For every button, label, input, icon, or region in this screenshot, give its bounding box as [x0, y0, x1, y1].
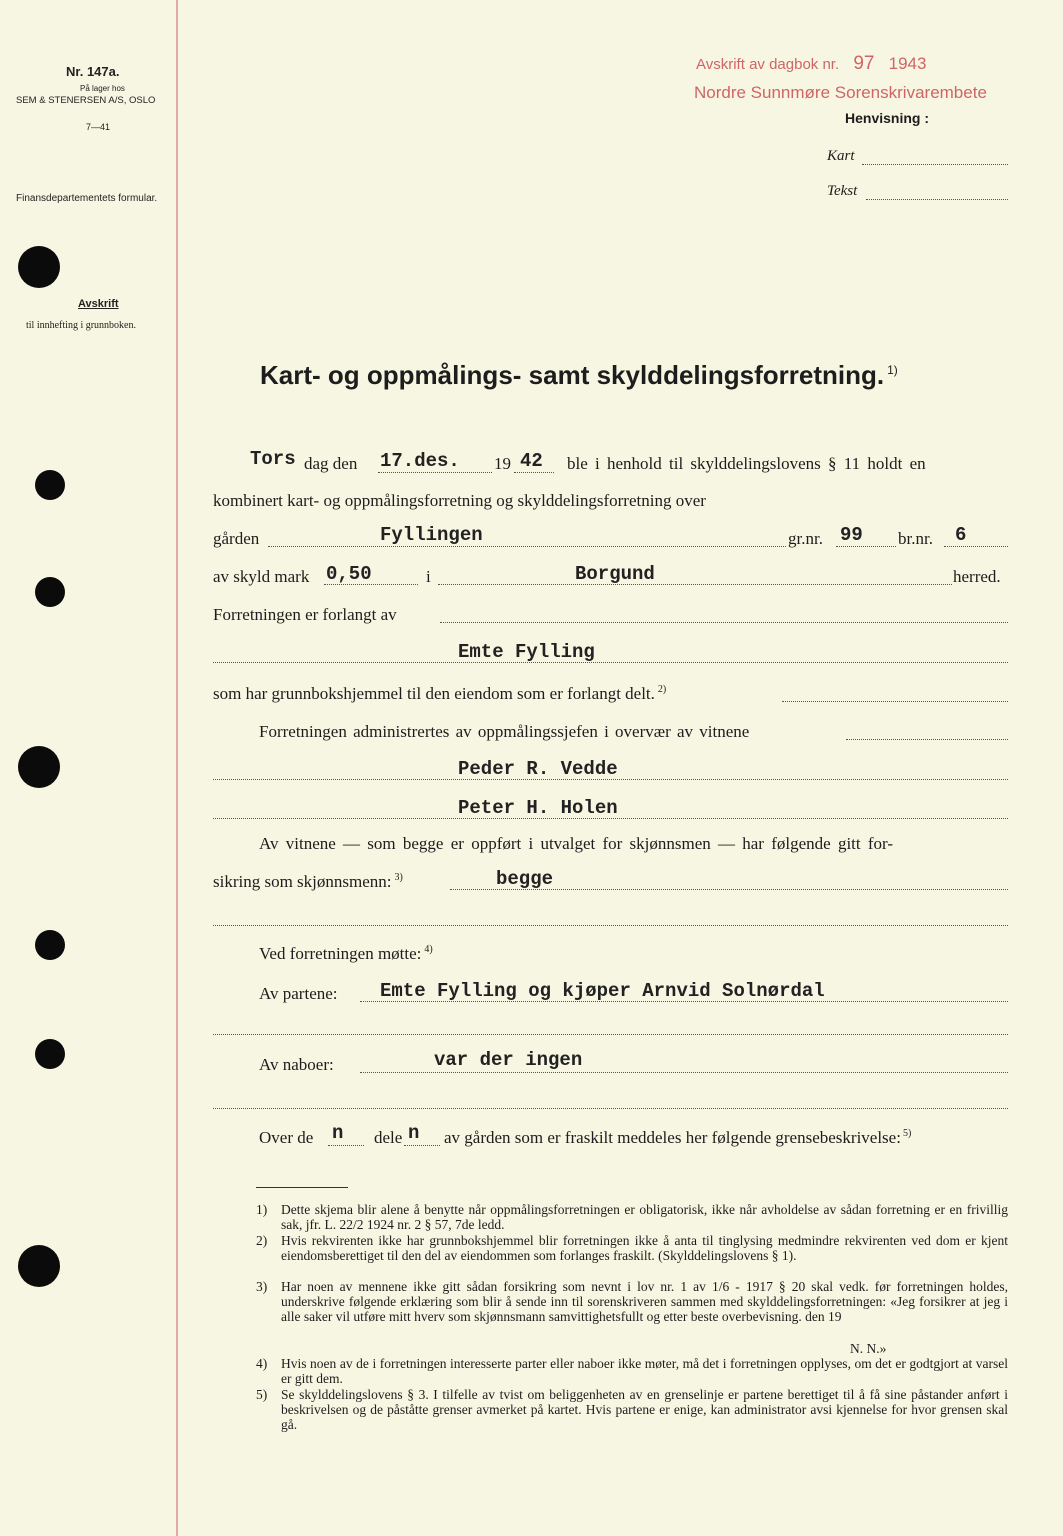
naboer-fill: var der ingen	[434, 1049, 583, 1071]
footnote-1-text: Dette skjema blir alene å benytte når oppmålingsforretningen er obligatorisk, ikke når avholdelse av sådan forretning er en frivillig sak, jfr. L. 22/2 1924 nr. 2 § 57, 7de ledd.	[281, 1202, 1008, 1233]
motte-label: Ved forretningen møtte:	[259, 944, 422, 963]
tekst-fill-line	[866, 199, 1008, 200]
forlangt-label: Forretningen er forlangt av	[213, 605, 397, 624]
print-date: 7—41	[86, 122, 111, 132]
brnr-fill-line	[944, 546, 1008, 547]
witness1-fill: Peder R. Vedde	[458, 758, 618, 780]
footnote-5-text: Se skylddelingslovens § 3. I tilfelle av tvist om beliggenheten av en grenselinje er partene berettiget til å få sine påstander anført i beskrivelsen og de påståtte grenser avmerket på kartet. Hvis partene er enige, kan administrator avsi kjennelse for hvor grensen skal gå.	[281, 1387, 1008, 1433]
herred-fill-line	[438, 584, 952, 585]
vitnene-fill: begge	[496, 868, 554, 890]
footnote-1	[256, 1202, 1008, 1232]
punch-hole	[18, 746, 60, 788]
forlangt-fill: Emte Fylling	[458, 641, 595, 663]
punch-hole	[18, 246, 60, 288]
garden-fill: Fyllingen	[380, 524, 483, 546]
footnote-4-text: Hvis noen av de i forretningen interesserte parter eller naboer ikke møter, må det i forretningen opplyses, om det er godtgjort at varsel er gitt dem.	[281, 1356, 1008, 1387]
delen-fill-line	[404, 1145, 440, 1146]
naboer-extra-line	[213, 1108, 1008, 1109]
partene-extra-line	[213, 1034, 1008, 1035]
line1-rest: ble i henhold til skylddelingslovens § 11 holdt en	[567, 454, 926, 473]
ministry-name: Finansdepartementets formular.	[16, 193, 158, 204]
delen-label: dele	[374, 1128, 403, 1147]
over-rest	[444, 1128, 911, 1148]
title-text: Kart- og oppmålings- samt skylddelingsforretning.	[260, 360, 885, 390]
footnote-4	[256, 1356, 1008, 1386]
herred-fill: Borgund	[575, 563, 655, 585]
partene-label: Av partene:	[259, 984, 338, 1003]
footnote-3	[256, 1279, 1008, 1325]
footnote-5	[256, 1387, 1008, 1433]
over-fill-line	[328, 1145, 364, 1146]
vitnene-line2	[213, 872, 403, 892]
printer-line2: SEM & STENERSEN A/S, OSLO	[16, 95, 156, 106]
form-number: Nr. 147a.	[66, 64, 120, 79]
avskrift-subtitle: til innhefting i grunnboken.	[26, 320, 136, 331]
year-prefix: 19	[494, 454, 511, 473]
witness2-fill: Peter H. Holen	[458, 797, 618, 819]
year-fill-line	[514, 472, 554, 473]
punch-hole	[35, 577, 65, 607]
punch-hole	[35, 470, 65, 500]
date-fill-line	[378, 472, 492, 473]
partene-fill: Emte Fylling og kjøper Arnvid Solnørdal	[380, 980, 825, 1002]
delen-fill: n	[408, 1122, 420, 1144]
document-title	[260, 360, 898, 391]
hjemmel-label: som har grunnbokshjemmel til den eiendom som er forlangt delt.	[213, 684, 655, 703]
admin-text: Forretningen administrertes av oppmålingssjefen i overvær av vitnene	[259, 722, 750, 741]
motte-ref: 4)	[424, 944, 433, 956]
over-label: Over de	[259, 1128, 314, 1147]
forlangt-fill-line-1	[440, 622, 1008, 623]
stamp-line1	[696, 53, 926, 75]
admin-fill-line	[846, 739, 1008, 740]
skyld-label: av skyld mark	[213, 567, 310, 586]
grnr-label: gr.nr.	[788, 529, 823, 548]
naboer-label: Av naboer:	[259, 1055, 334, 1074]
title-footnote-ref: 1)	[887, 363, 898, 378]
brnr-fill: 6	[955, 524, 967, 546]
kart-label: Kart	[827, 148, 855, 164]
footnote-1-num: 1)	[256, 1202, 268, 1217]
hjemmel-fill-line	[782, 701, 1008, 702]
printer-line1: På lager hos	[80, 84, 125, 93]
footnote-2-text: Hvis rekvirenten ikke har grunnbokshjemmel blir forretningen ikke å anta til tinglysing medmindre rekvirenten ved dom er kjent eiendomsberettiget til den del av eiendommen som forlanges fraskilt. (Skylddelingslovens § 1).	[281, 1233, 1008, 1264]
herred-label: herred.	[953, 567, 1001, 586]
vitnene-ref: 3)	[394, 872, 403, 884]
footnote-2	[256, 1233, 1008, 1263]
garden-fill-line	[268, 546, 786, 547]
naboer-fill-line	[360, 1072, 1008, 1073]
forlangt-fill-line-2	[213, 662, 1008, 663]
stamp-dagbok-number: 97	[853, 53, 875, 74]
grnr-fill: 99	[840, 524, 863, 546]
vitnene-line1: Av vitnene — som begge er oppført i utvalget for skjønnsmen — har følgende gitt for-	[259, 834, 894, 853]
skyld-fill: 0,50	[326, 563, 372, 585]
stamp-office: Nordre Sunnmøre Sorenskrivarembete	[694, 83, 987, 102]
stamp-prefix: Avskrift av dagbok nr.	[696, 56, 840, 73]
vitnene-label: sikring som skjønnsmenn:	[213, 872, 392, 891]
weekday-fill: Tors	[250, 448, 296, 470]
year-fill: 42	[520, 450, 543, 472]
brnr-label: br.nr.	[898, 529, 933, 548]
punch-hole	[18, 1245, 60, 1287]
vitnene-extra-line	[213, 925, 1008, 926]
footnote-3-signature: N. N.»	[850, 1341, 887, 1356]
over-rest-text: av gården som er fraskilt meddeles her følgende grensebeskrivelse:	[444, 1128, 901, 1147]
avskrift-title: Avskrift	[78, 298, 119, 310]
grnr-fill-line	[836, 546, 896, 547]
hjemmel-text	[213, 684, 666, 704]
form-line2: kombinert kart- og oppmålingsforretning og skylddelingsforretning over	[213, 491, 706, 510]
over-fill: n	[332, 1122, 344, 1144]
henvisning-label: Henvisning :	[845, 110, 930, 126]
footnote-3-text: Har noen av mennene ikke gitt sådan forsikring som nevnt i lov nr. 1 av 1/6 - 1917 § 20 skal vedk. før forretningen holdes, underskrive følgende erklæring som blir å sende inn til sorenskriveren sammen med skylddelingsforretningen: «Jeg forsikrer at jeg i alle saker vil utføre mitt hverv som skjønnsmann samvittighetsfullt og etter beste overbevisning. den 19	[281, 1279, 1008, 1325]
punch-hole	[35, 930, 65, 960]
stamp-year: 1943	[888, 54, 927, 73]
dag-den-label: dag den	[304, 454, 358, 473]
footnote-5-num: 5)	[256, 1387, 268, 1402]
date-fill: 17.des.	[380, 450, 460, 472]
garden-label: gården	[213, 529, 260, 548]
footnote-3-num: 3)	[256, 1279, 268, 1294]
footnote-2-num: 2)	[256, 1233, 268, 1248]
over-ref: 5)	[902, 1128, 912, 1140]
footnote-4-num: 4)	[256, 1356, 268, 1371]
kart-fill-line	[862, 164, 1008, 165]
tekst-label: Tekst	[827, 183, 858, 199]
punch-hole	[35, 1039, 65, 1069]
i-label: i	[426, 567, 431, 586]
margin-line	[176, 0, 178, 1536]
footnote-separator	[256, 1187, 348, 1188]
motte-text	[259, 944, 433, 964]
hjemmel-ref: 2)	[657, 684, 667, 696]
